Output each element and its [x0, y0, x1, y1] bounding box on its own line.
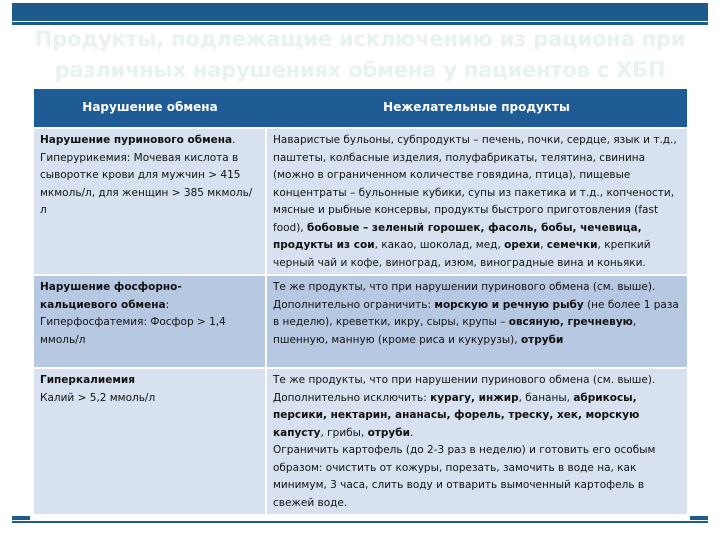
top-decor-bar — [12, 3, 708, 21]
cell-products: Наваристые бульоны, субпродукты – печень, почки, сердце, язык и т.д., паштеты, колбасные изделия, полуфабрикаты, телятина, свинина (можно в ограниченном количестве говядина, птица), пищевые концентраты – бульонные кубики, супы из пакетика и т.д., копчености, мясные и рыбные консервы, продукты быстрого приготовления (fast food), бобовые – зеленый горошек, фасоль, бобы, чечевица, продукты из сои, какао, шоколад, мед, орехи, семечки, крепкий черный чай и кофе, виноград, изюм, виноградные вина и коньяки. — [266, 128, 687, 275]
disorder-criteria: Калий > 5,2 ммоль/л — [40, 391, 156, 404]
slide-title-line1: Продукты, подлежащие исключению из рациона при — [34, 27, 686, 51]
cell-disorder — [34, 368, 266, 514]
disorder-name: Нарушение фосфорно-кальциевого обмена — [40, 281, 182, 311]
slide-title — [20, 24, 700, 86]
cell-products: Те же продукты, что при нарушении пуринового обмена (см. выше). Дополнительно ограничить: морскую и речную рыбу (не более 1 раза в неделю), креветки, икру, сыры, крупы – овсяную, гречневую, пшенную, манную (кроме риса и кукурузы), отруби — [266, 275, 687, 368]
cell-disorder: Нарушение фосфорно-кальциевого обмена: Гиперфосфатемия: Фосфор > 1,4 ммоль/л — [34, 275, 266, 368]
disorder-name: Нарушение пуринового обмена — [40, 134, 233, 146]
header-undesirable-products: Нежелательные продукты — [266, 89, 687, 128]
bottom-decor-mark-right — [690, 516, 708, 520]
header-metabolism-disorder: Нарушение обмена — [34, 89, 266, 128]
disorder-name: Гиперкалиемия — [40, 374, 136, 386]
table-header-row — [34, 89, 687, 128]
metabolism-products-table — [34, 89, 687, 514]
table-row — [34, 128, 687, 275]
table-row — [34, 275, 687, 368]
bottom-decor-line — [12, 521, 708, 523]
table-row — [34, 368, 687, 514]
slide-title-line2: различных нарушениях обмена у пациентов с ХБП — [54, 58, 666, 82]
disorder-criteria: Гиперфосфатемия: Фосфор > 1,4 ммоль/л — [40, 316, 226, 346]
bottom-decor-mark-left — [12, 516, 30, 520]
cell-disorder: Нарушение пуринового обмена. Гиперурикемия: Мочевая кислота в сыворотке крови для мужчин > 415 мкмоль/л, для женщин > 385 мкмоль/л — [34, 128, 266, 275]
disorder-criteria: Гиперурикемия: Мочевая кислота в сыворотке крови для мужчин > 415 мкмоль/л, для женщин > 385 мкмоль/л — [40, 151, 253, 216]
cell-products: Те же продукты, что при нарушении пуринового обмена (см. выше). Дополнительно исключить: курагу, инжир, бананы, абрикосы, персики, нектарин, ананасы, форель, треску, хек, морскую капусту, грибы, отруби. Ограничить картофель (до 2-3 раз в неделю) и готовить его особым образом: очистить от кожуры, порезать, замочить в воде на, как минимум, 3 часа, слить воду и отварить вымоченный картофель в свежей воде. — [266, 368, 687, 514]
